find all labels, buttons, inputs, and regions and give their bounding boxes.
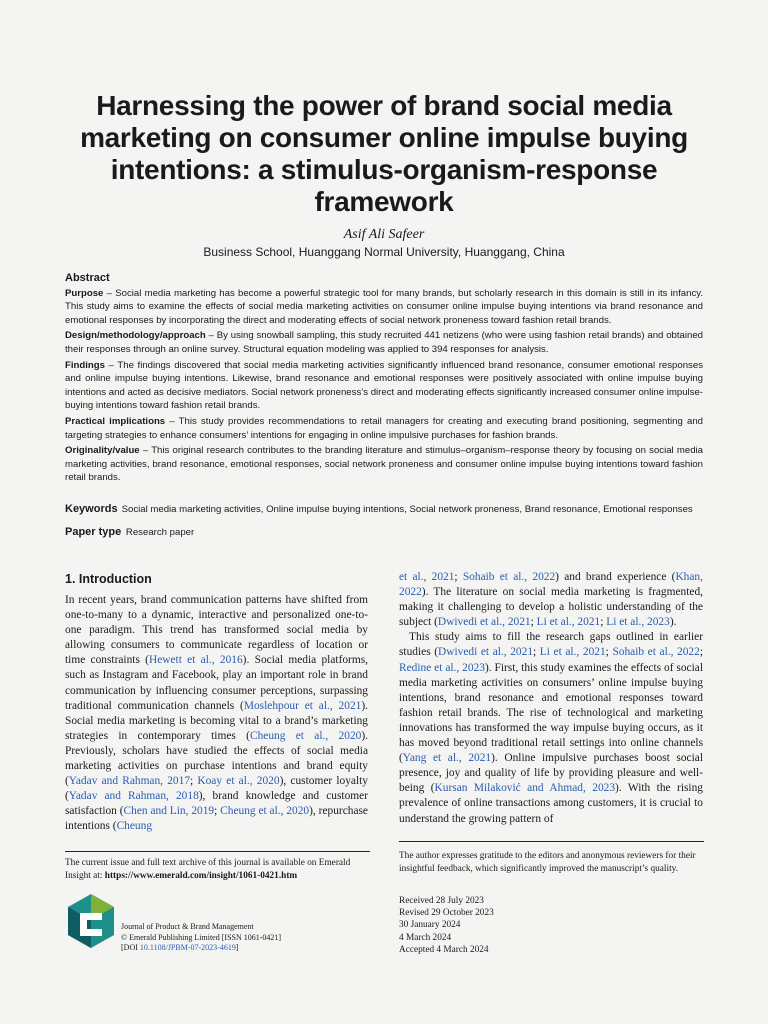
intro-paragraph-1-cont xyxy=(399,570,703,630)
citation-link[interactable]: Cheung et al., 2020 xyxy=(220,805,310,818)
citation-link[interactable]: Khan, 2022 xyxy=(399,571,703,599)
date-revised-2: 30 January 2024 xyxy=(399,920,461,931)
intro-paragraph-1 xyxy=(65,593,368,835)
archive-url-link[interactable]: https://www.emerald.com/insight/1061-0421.htm xyxy=(104,870,298,881)
citation-link[interactable]: Yadav and Rahman, 2018 xyxy=(68,790,199,803)
section-heading: 1. Introduction xyxy=(65,572,152,586)
abstract-originality xyxy=(65,444,703,485)
design-text: – By using snowball sampling, this study recruited 441 netizens (who were using fashion retail brands) and obtained their responses through an online survey. Structural equation modeling was applied to 394 responses for analysis. xyxy=(65,330,703,355)
abstract-findings xyxy=(65,359,703,413)
citation-link[interactable]: Redine et al., 2023 xyxy=(399,661,485,674)
doi-link[interactable]: 10.1108/JPBM-07-2023-4619 xyxy=(139,943,236,952)
intro-paragraph-2 xyxy=(399,630,703,826)
body-text: ; xyxy=(454,571,463,583)
findings-text: – The findings discovered that social media marketing activities significantly influenced brand resonance, consumer emotional responses and online impulse buying intentions. Likewise, brand resonance and emotional responses were positively associated with online impulse buying intentions and acted as decisive mediators. Social network proneness’s direct and moderating effects significantly increased consumer online impulse-buying intentions toward fashion retail brands. xyxy=(65,359,703,412)
citation-link[interactable]: Li et al., 2023 xyxy=(606,616,670,629)
body-text: ). Social media marketing is becoming vital to a brand’s marketing strategies in contemporary times ( xyxy=(65,699,368,742)
body-text: ). Previously, scholars have studied the effects of social media marketing activities on purchase intentions and brand equity ( xyxy=(65,729,368,788)
abstract-practical xyxy=(65,415,703,442)
paper-type-text: Research paper xyxy=(125,527,195,538)
body-text: ). With the rising prevalence of online transactions among customers, it is crucial to understand the growing pattern of xyxy=(399,782,703,825)
citation-link[interactable]: et al., 2021 xyxy=(399,571,455,583)
citation-link[interactable]: Koay et al., 2020 xyxy=(197,775,280,788)
practical-label: Practical implications xyxy=(65,415,166,427)
body-text: ). The literature on social media marketing is fragmented, making it challenging to develop a holistic understanding of the subject ( xyxy=(399,586,703,629)
practical-text: – This study provides recommendations to retail managers for creating and executing brand positioning, segmenting and targeting strategies to enhance consumers’ intentions for engaging in online impulsive purchases for fashion brands. xyxy=(65,415,703,441)
abstract-purpose xyxy=(65,287,703,328)
journal-name: Journal of Product & Brand Management xyxy=(121,922,254,931)
body-text: This study aims to fill the research gaps outlined in earlier studies ( xyxy=(399,631,703,659)
keywords xyxy=(65,503,705,515)
footer-divider-right xyxy=(399,841,704,842)
date-revised-1: Revised 29 October 2023 xyxy=(399,908,494,919)
body-text: ) and brand experience ( xyxy=(555,571,676,583)
citation-link[interactable]: Dwivedi et al., 2021 xyxy=(438,646,534,659)
citation-link[interactable]: Sohaib et al., 2022 xyxy=(612,646,700,659)
body-text: ; xyxy=(600,616,607,629)
body-text: ; xyxy=(605,646,613,659)
body-text: ; xyxy=(533,646,540,659)
author-affiliation: Business School, Huanggang Normal University, Huanggang, China xyxy=(203,245,565,259)
citation-link[interactable]: Yadav and Rahman, 2017 xyxy=(68,775,191,788)
citation-link[interactable]: Moslehpour et al., 2021 xyxy=(243,699,362,712)
date-accepted: Accepted 4 March 2024 xyxy=(399,944,489,955)
body-column-left xyxy=(65,593,368,835)
citation-link[interactable]: Dwivedi et al., 2021 xyxy=(437,616,531,629)
archive-note xyxy=(65,857,370,882)
findings-label: Findings xyxy=(65,359,105,371)
abstract-heading: Abstract xyxy=(65,272,110,284)
body-text: ). xyxy=(669,616,677,629)
body-text: In recent years, brand communication patterns have shifted from one-to-many to a dynamic, interactive and personalized one-to-one paradigm. This trend has transformed social media by allowing consumers to communicate regardless of location or time constraints ( xyxy=(65,594,368,667)
originality-text: – This original research contributes to the branding literature and stimulus–organism–response theory by focusing on social media marketing activities, brand resonance, emotional responses, social network proneness and consumer online impulse buying intentions toward fashion retail brands. xyxy=(65,445,703,484)
body-text: ). Online impulsive purchases boost social presence, joy and quality of life by providing pleasure and well-being ( xyxy=(399,752,703,795)
emerald-logo-icon xyxy=(66,892,116,950)
journal-doi xyxy=(121,943,371,954)
body-text: ; xyxy=(699,646,703,659)
body-text: ; xyxy=(530,616,537,629)
body-text: ), brand knowledge and customer satisfaction ( xyxy=(65,790,368,818)
keywords-text: Social media marketing activities, Online impulse buying intentions, Social network proneness, Brand resonance, Emotional responses xyxy=(121,504,693,515)
journal-info xyxy=(121,922,371,954)
acknowledgement: The author expresses gratitude to the editors and anonymous reviewers for their insightful feedback, which significantly improved the manuscript’s quality. xyxy=(399,851,696,874)
citation-link[interactable]: Sohaib et al., 2022 xyxy=(462,571,556,583)
body-text: ). Social media platforms, such as Instagram and Facebook, play an important role in brand communication by influencing consumer perceptions, surpassing traditional communication channels ( xyxy=(65,654,368,712)
paper-type-label: Paper type xyxy=(65,526,122,538)
abstract-design xyxy=(65,329,703,356)
body-text: ). First, this study examines the effects of social media marketing activities on consumers’ online impulse buying intentions, brand resonance and emotional responses toward fashion retail brands. The rise of technological and marketing innovations has transformed the way impulse buying occurs, as it has moved beyond traditional retail settings into online channels ( xyxy=(399,661,703,765)
doi-suffix: ] xyxy=(235,943,239,952)
abstract xyxy=(65,272,703,487)
citation-link[interactable]: Kursan Milaković and Ahmad, 2023 xyxy=(434,782,616,795)
paper-title: Harnessing the power of brand social media marketing on consumer online impulse buying intentions: a stimulus-organism-response framework xyxy=(80,90,688,217)
body-text: ), repurchase intentions ( xyxy=(65,805,368,833)
citation-link[interactable]: Cheung xyxy=(116,820,153,833)
citation-link[interactable]: Hewett et al., 2016 xyxy=(148,654,243,667)
paper-type xyxy=(65,526,705,538)
citation-link[interactable]: Yang et al., 2021 xyxy=(402,752,492,765)
purpose-label: Purpose xyxy=(65,287,104,299)
citation-link[interactable]: Li et al., 2021 xyxy=(539,646,606,659)
citation-link[interactable]: Li et al., 2021 xyxy=(536,616,601,629)
body-text: ; xyxy=(214,805,221,818)
journal-publisher: © Emerald Publishing Limited [ISSN 1061-0421] xyxy=(121,932,282,942)
footer-divider-left xyxy=(65,851,370,852)
body-column-right xyxy=(399,570,703,827)
date-revised-3: 4 March 2024 xyxy=(399,932,452,943)
date-received: Received 28 July 2023 xyxy=(399,896,484,906)
publication-dates xyxy=(399,895,704,956)
citation-link[interactable]: Chen and Lin, 2019 xyxy=(123,805,215,818)
archive-text: The current issue and full text archive of this journal is available on Emerald Insight at: xyxy=(65,858,351,881)
body-text: ; xyxy=(190,775,198,788)
body-text: ), customer loyalty ( xyxy=(65,775,369,803)
keywords-label: Keywords xyxy=(65,503,118,515)
purpose-text: – Social media marketing has become a powerful strategic tool for many brands, but scholarly research in this domain is still in its infancy. This study aims to examine the effects of social media marketing activities on consumer online impulse buying intentions via brand resonance and emotional responses by incorporating the direct and moderating effects of social network proneness toward fashion retail brands. xyxy=(65,287,703,326)
author-name: Asif Ali Safeer xyxy=(343,227,425,242)
design-label: Design/methodology/approach xyxy=(65,330,206,342)
doi-prefix: [DOI xyxy=(121,943,140,952)
citation-link[interactable]: Cheung et al., 2020 xyxy=(249,729,362,742)
originality-label: Originality/value xyxy=(65,445,140,457)
